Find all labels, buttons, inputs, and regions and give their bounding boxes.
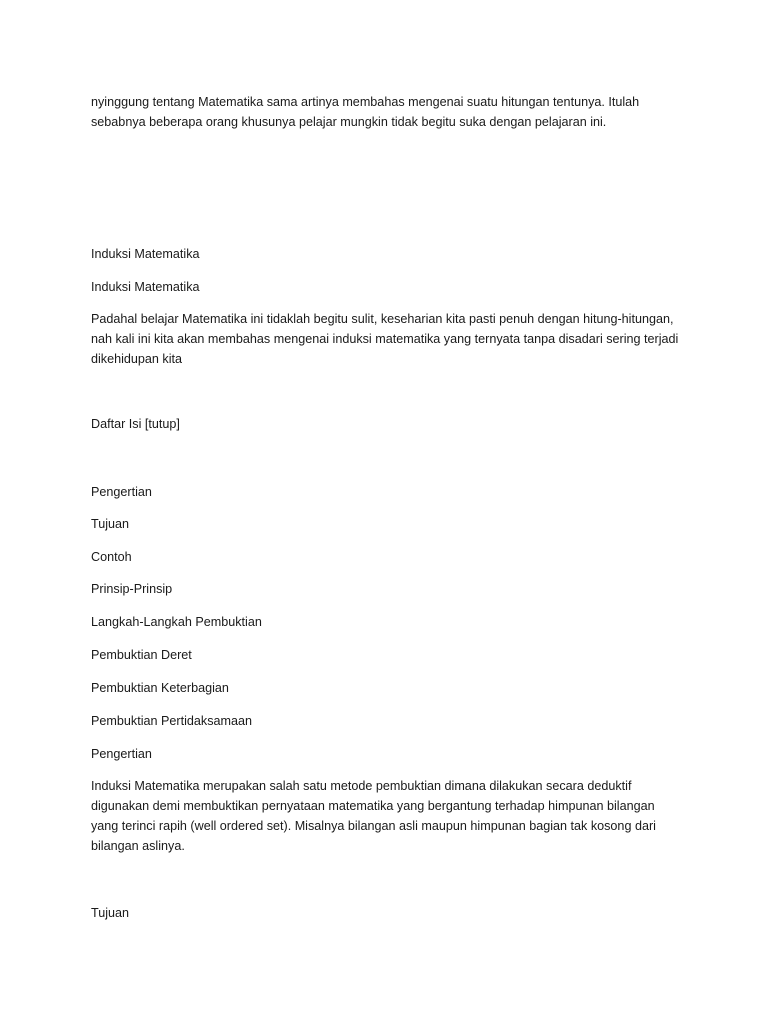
section-heading-tujuan: Tujuan [91, 906, 130, 920]
paragraph-padahal: Padahal belajar Matematika ini tidaklah begitu sulit, keseharian kita pasti penuh dengan hitung-hitungan, nah kali ini kita akan membahas mengenai induksi matematika yang ternyata tanpa disadari sering terjadi dikehidupan kita [91, 312, 679, 366]
toc-item-langkah-langkah-pembuktian[interactable]: Langkah-Langkah Pembuktian [91, 615, 262, 629]
toc-item-pembuktian-pertidaksamaan[interactable]: Pembuktian Pertidaksamaan [91, 714, 253, 728]
toc-item-pembuktian-deret[interactable]: Pembuktian Deret [91, 648, 192, 662]
toc-item-tujuan[interactable]: Tujuan [91, 517, 130, 531]
heading-induksi-matematika: Induksi Matematika [91, 247, 200, 261]
toc-item-pembuktian-keterbagian[interactable]: Pembuktian Keterbagian [91, 681, 229, 695]
section-paragraph-pengertian: Induksi Matematika merupakan salah satu metode pembuktian dimana dilakukan secara deduktif digunakan demi membuktikan pernyataan matematika yang bergantung terhadap himpunan bilangan yang terinci rapih (well ordered set). Misalnya bilangan asli maupun himpunan bagian tak kosong dari bilangan aslinya. [91, 779, 656, 853]
intro-paragraph: nyinggung tentang Matematika sama artinya membahas mengenai suatu hitungan tentunya. Itulah sebabnya beberapa orang khusunya pelajar mungkin tidak begitu suka dengan pelajaran ini. [91, 95, 640, 129]
toc-item-contoh[interactable]: Contoh [91, 550, 132, 564]
toc-title[interactable]: Daftar Isi [tutup] [91, 417, 180, 431]
toc-item-pengertian[interactable]: Pengertian [91, 485, 152, 499]
heading-induksi-matematika-repeat: Induksi Matematika [91, 280, 200, 294]
section-heading-pengertian: Pengertian [91, 747, 152, 761]
toc-item-prinsip-prinsip[interactable]: Prinsip-Prinsip [91, 582, 173, 596]
